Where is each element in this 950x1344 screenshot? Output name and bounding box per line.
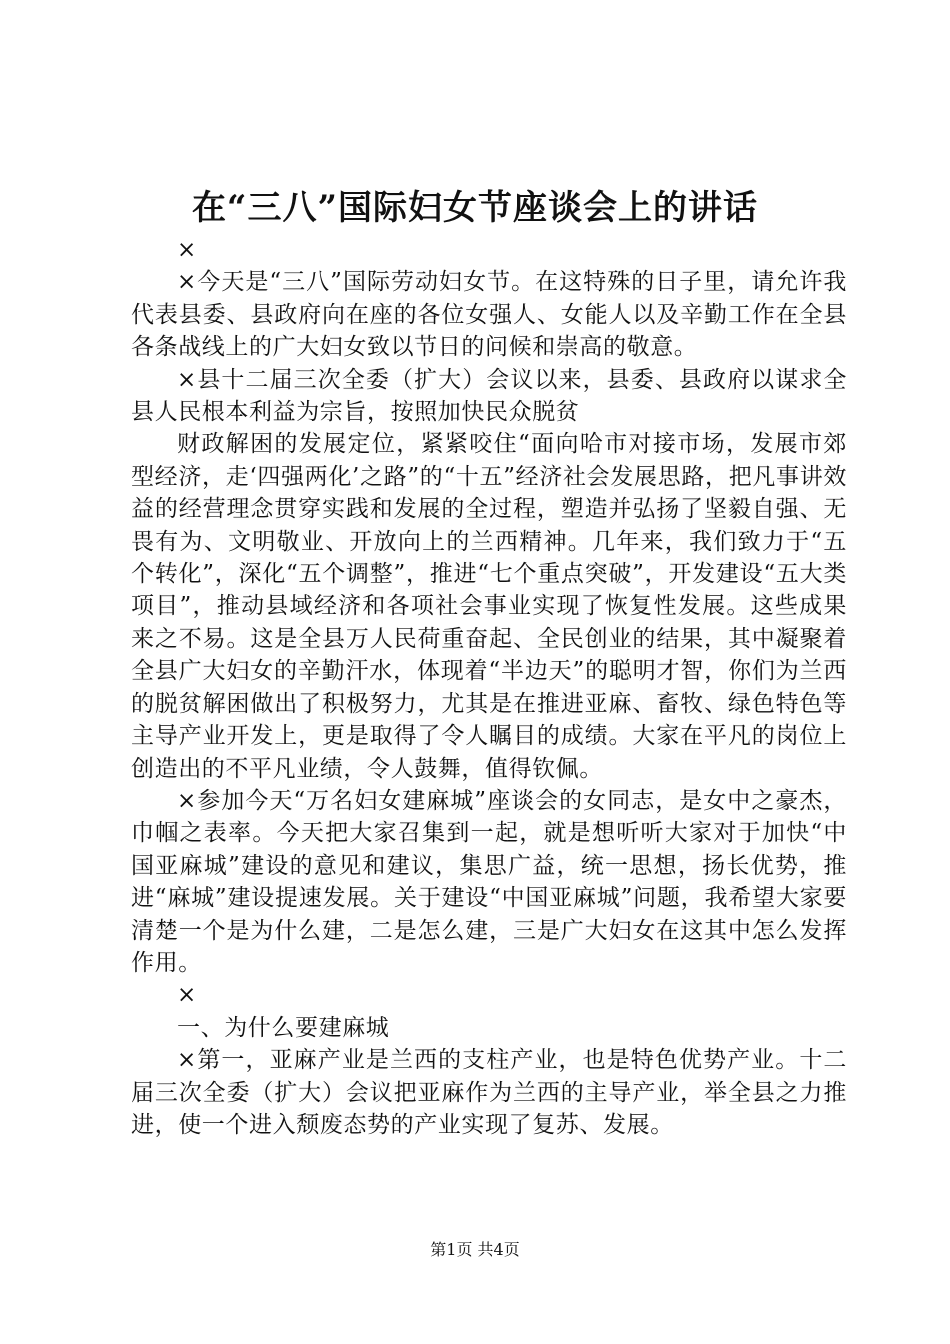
paragraph-development: 财政解困的发展定位，紧紧咬住“面向哈市对接市场，发展市郊型经济，走‘四强两化’之路”的“十五”经济社会发展思路，把凡事讲效益的经营理念贯穿实践和发展的全过程，塑造并弘扬了坚毅自强、无畏有为、文明敬业、开放向上的兰西精神。几年来，我们致力于“五个转化”，深化“五个调整”，推进“七个重点突破”，开发建设“五大类项目”，推动县域经济和各项社会事业实现了恢复性发展。这些成果来之不易。这是全县万人民荷重奋起、全民创业的结果，其中凝聚着全县广大妇女的辛勤汗水，体现着“半边天”的聪明才智，你们为兰西的脱贫解困做出了积极努力，尤其是在推进亚麻、畜牧、绿色特色等主导产业开发上，更是取得了令人瞩目的成绩。大家在平凡的岗位上创造出的不平凡业绩，令人鼓舞，值得钦佩。 <box>131 431 847 782</box>
paragraph-marker-1: × <box>177 237 197 263</box>
paragraph-marker-2: × <box>177 982 197 1009</box>
paragraph-since-meeting: ×县十二届三次全委（扩大）会议以来，县委、县政府以谋求全县人民根本利益为宗旨，按照加快民众脱贫 <box>131 366 847 426</box>
document-body <box>131 234 847 1141</box>
page-footer: 第1页 共4页 <box>430 1240 520 1259</box>
paragraph-symposium: ×参加今天“万名妇女建麻城”座谈会的女同志，是女中之豪杰，巾帼之表率。今天把大家召集到一起，就是想听听大家对于加快“中国亚麻城”建设的意见和建议，集思广益，统一思想，扬长优势，推进“麻城”建设提速发展。关于建设“中国亚麻城”问题，我希望大家要清楚一个是为什么建，二是怎么建，三是广大妇女在这其中怎么发挥作用。 <box>131 787 847 976</box>
document-title: 在“三八”国际妇女节座谈会上的讲话 <box>191 188 759 228</box>
paragraph-greeting: ×今天是“三八”国际劳动妇女节。在这特殊的日子里，请允许我代表县委、县政府向在座的各位女强人、女能人以及辛勤工作在全县各条战线上的广大妇女致以节日的问候和崇高的敬意。 <box>131 269 847 361</box>
section-heading-1: 一、为什么要建麻城 <box>177 1014 390 1041</box>
paragraph-first-point: ×第一，亚麻产业是兰西的支柱产业，也是特色优势产业。十二届三次全委（扩大）会议把亚麻作为兰西的主导产业，举全县之力推进，使一个进入颓废态势的产业实现了复苏、发展。 <box>131 1047 847 1138</box>
